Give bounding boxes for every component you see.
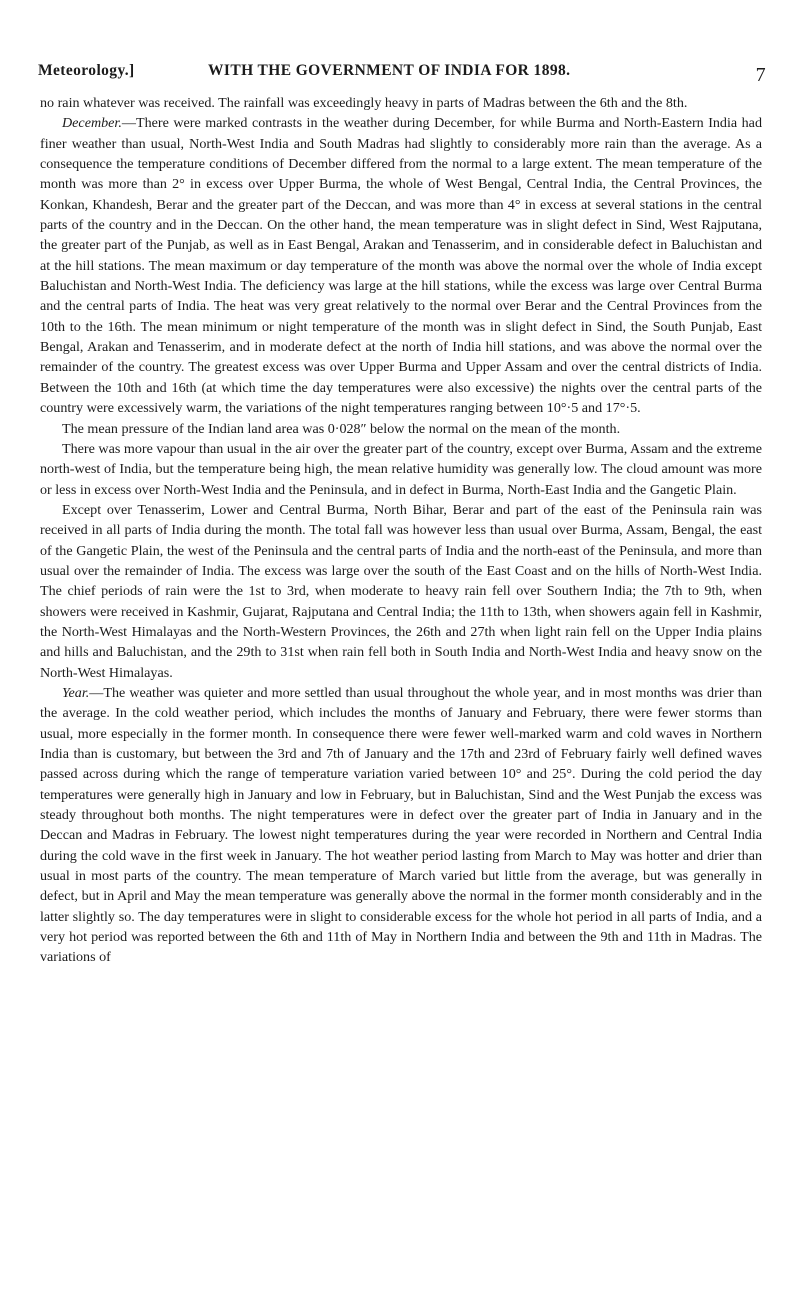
paragraph-humidity [40, 439, 762, 500]
page-header-title: WITH THE GOVERNMENT OF INDIA FOR 1898. [208, 62, 571, 79]
paragraph-lead: December. [62, 115, 122, 132]
paragraph-lead: Year. [62, 684, 90, 701]
page-number: 7 [755, 64, 766, 86]
paragraph-rainfall [40, 500, 762, 683]
paragraph-continuation [40, 93, 762, 113]
running-header [38, 52, 766, 86]
paragraph-text: no rain whatever was received. The rainfall was exceedingly heavy in parts of Madras between the 6th and the 8th. [40, 95, 688, 111]
paragraph-december [40, 113, 762, 418]
paragraph-text: —There were marked contrasts in the weather during December, for while Burma and North-Eastern India had finer weather than usual, North-West India and South Madras had slightly to considerably more rain than the average. As a consequence the temperature conditions of December differed from the normal to a large extent. The mean temperature of the month was more than 2° in excess over Upper Burma, the whole of West Bengal, Central India, the Central Provinces, the Konkan, Khandesh, Berar and the greater part of the Deccan, and was more than 4° in excess at several stations in the central parts of the country and in the Deccan. On the other hand, the mean temperature was in slight defect in Sind, West Rajputana, the greater part of the Punjab, as well as in East Bengal, Arakan and Tenasserim, and in considerable defect in Baluchistan and at the hill stations. The mean maximum or day temperature of the month was above the normal over the whole of India except Baluchistan and North-West India. The deficiency was large at the hill stations, while the excess was large over Central Burma and the central parts of India. The heat was very great relatively to the normal over Berar and the Central Provinces from the 10th to the 16th. The mean minimum or night temperature of the month was in slight defect in Sind, the South Punjab, East Bengal, Arakan and Tenasserim, and in moderate defect at the north of India hill stations, and was above the normal over the remainder of the country. The greatest excess was over Upper Burma and Upper Assam and over the central districts of India. Between the 10th and 16th (at which time the day temperatures were also excessive) the nights over the central parts of the country were excessively warm, the variations of the night temperatures ranging between 10°·5 and 17°·5. [40, 115, 762, 417]
paragraph-text: —The weather was quieter and more settled than usual throughout the whole year, and in most months was drier than the average. In the cold weather period, which includes the months of January and February, there were fewer storms than usual, more especially in the former month. In consequence there were fewer well-marked warm and cold waves in Northern India than is customary, but between the 3rd and 7th of January and the 17th and 23rd of February fairly well defined waves passed across during which the range of temperature variation varied between 10° and 25°. During the cold period the day temperatures were generally high in January and low in February, but in Baluchistan, Sind and the West Punjab the excess was steady throughout both months. The night temperatures were in defect over the greater part of India in January and in the Deccan and Madras in February. The lowest night temperatures during the year were recorded in Northern and Central India during the cold wave in the first week in January. The hot weather period lasting from March to May was hotter and drier than usual in most parts of the country. The mean temperature of March varied but little from the average, but was generally in defect, but in April and May the mean temperature was generally above the normal in the former month considerably and in the latter slightly so. The day temperatures were in slight to considerable excess for the whole hot period in all parts of India, and a very hot period was reported between the 6th and 11th of May in Northern India and between the 9th and 11th in Madras. The variations of [40, 684, 762, 966]
paragraph-text: The mean pressure of the Indian land area was 0·028″ below the normal on the mean of the month. [62, 420, 621, 437]
body-text [40, 93, 762, 968]
paragraph-year [40, 683, 762, 968]
section-label: Meteorology.] [38, 62, 135, 79]
paragraph-pressure [40, 419, 762, 439]
document-page [38, 52, 766, 968]
paragraph-text: There was more vapour than usual in the air over the greater part of the country, except over Burma, Assam and the extreme north-west of India, but the temperature being high, the mean relative humidity was generally low. The cloud amount was more or less in excess over North-West India and the Peninsula, and in defect in Burma, North-East India and the Gangetic Plain. [40, 440, 762, 498]
paragraph-text: Except over Tenasserim, Lower and Central Burma, North Bihar, Berar and part of the east of the Peninsula rain was received in all parts of India during the month. The total fall was however less than usual over Burma, Assam, Bengal, the east of the Gangetic Plain, the west of the Peninsula and the central parts of India and the north-east of the Peninsula, and more than usual over the remainder of India. The excess was large over the south of the East Coast and on the hills of North-West India. The chief periods of rain were the 1st to 3rd, when moderate to heavy rain fell over Southern India; the 7th to 9th, when showers were received in Kashmir, Gujarat, Rajputana and Central India; the 11th to 13th, when showers again fell in Kashmir, the North-West Himalayas and the North-Western Provinces, the 26th and 27th when light rain fell on the Upper India plains and hills and Baluchistan, and the 29th to 31st when rain fell both in South India and North-West India and heavy snow on the North-West Himalayas. [40, 501, 762, 681]
